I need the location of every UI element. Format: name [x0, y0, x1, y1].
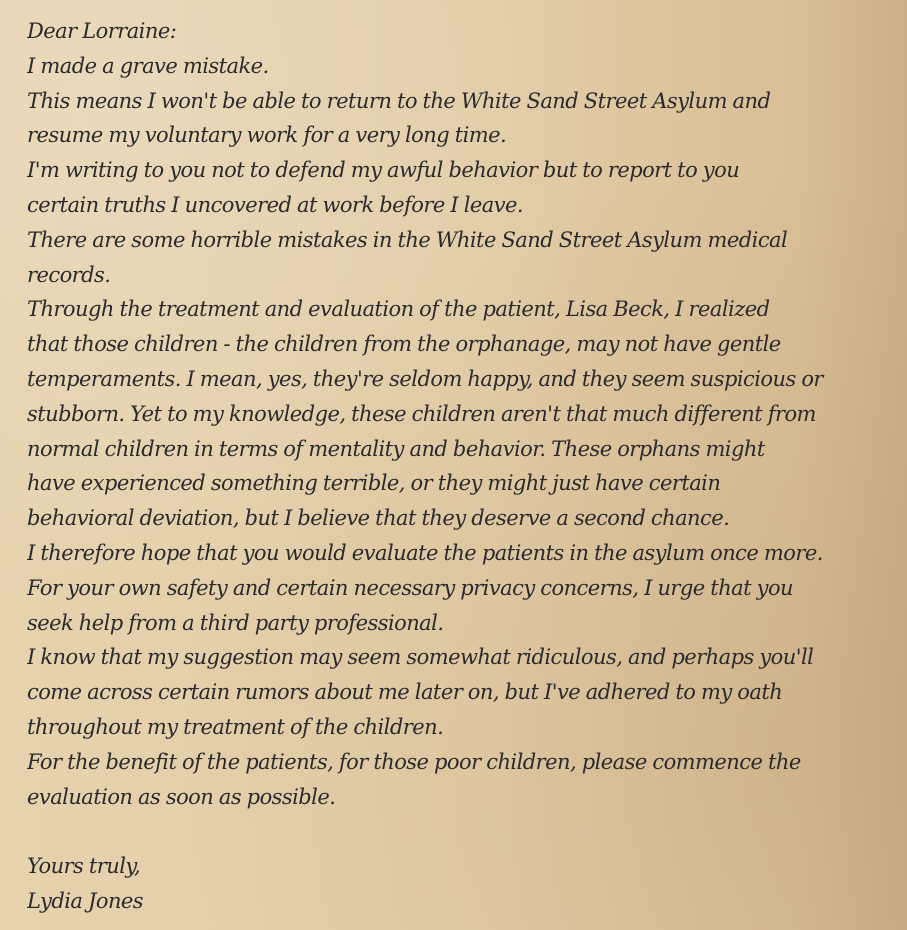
letter-line: seek help from a third party professional.: [27, 610, 444, 635]
letter-line: There are some horrible mistakes in the White Sand Street Asylum medical: [27, 227, 788, 252]
letter-line: come across certain rumors about me later on, but I've adhered to my oath: [27, 680, 783, 705]
letter-line: records.: [27, 262, 111, 287]
letter-line: have experienced something terrible, or they might just have certain: [27, 471, 721, 496]
letter-line: that those children - the children from the orphanage, may not have gentle: [27, 332, 781, 357]
letter-line: stubborn. Yet to my knowledge, these children aren't that much different from: [27, 401, 816, 426]
letter-line: throughout my treatment of the children.: [27, 714, 444, 739]
letter-line: Through the treatment and evaluation of the patient, Lisa Beck, I realized: [27, 297, 770, 322]
letter-line: normal children in terms of mentality and behavior. These orphans might: [27, 436, 765, 461]
letter-signature: Lydia Jones: [27, 888, 144, 913]
letter-line: For your own safety and certain necessary privacy concerns, I urge that you: [27, 575, 794, 600]
letter-line: temperaments. I mean, yes, they're seldom happy, and they seem suspicious or: [27, 366, 823, 391]
letter-line: I'm writing to you not to defend my awful behavior but to report to you: [27, 158, 740, 183]
letter-salutation: Dear Lorraine:: [27, 19, 177, 43]
letter-closing: Yours truly,: [27, 854, 141, 879]
letter-line: For the benefit of the patients, for those poor children, please commence the: [27, 749, 801, 774]
letter-line: I therefore hope that you would evaluate the patients in the asylum once more.: [27, 540, 823, 565]
letter-line: I made a grave mistake.: [27, 53, 269, 78]
letter-line: This means I won't be able to return to the White Sand Street Asylum and: [27, 88, 771, 113]
letter-spacer: [27, 814, 895, 849]
letter-body: [27, 14, 895, 919]
letter-line: behavioral deviation, but I believe that they deserve a second chance.: [27, 506, 730, 531]
letter-line: I know that my suggestion may seem somewhat ridiculous, and perhaps you'll: [27, 645, 814, 670]
letter-line: resume my voluntary work for a very long time.: [27, 123, 507, 148]
letter-line: certain truths I uncovered at work before I leave.: [27, 192, 524, 217]
letter-line: evaluation as soon as possible.: [27, 784, 336, 809]
